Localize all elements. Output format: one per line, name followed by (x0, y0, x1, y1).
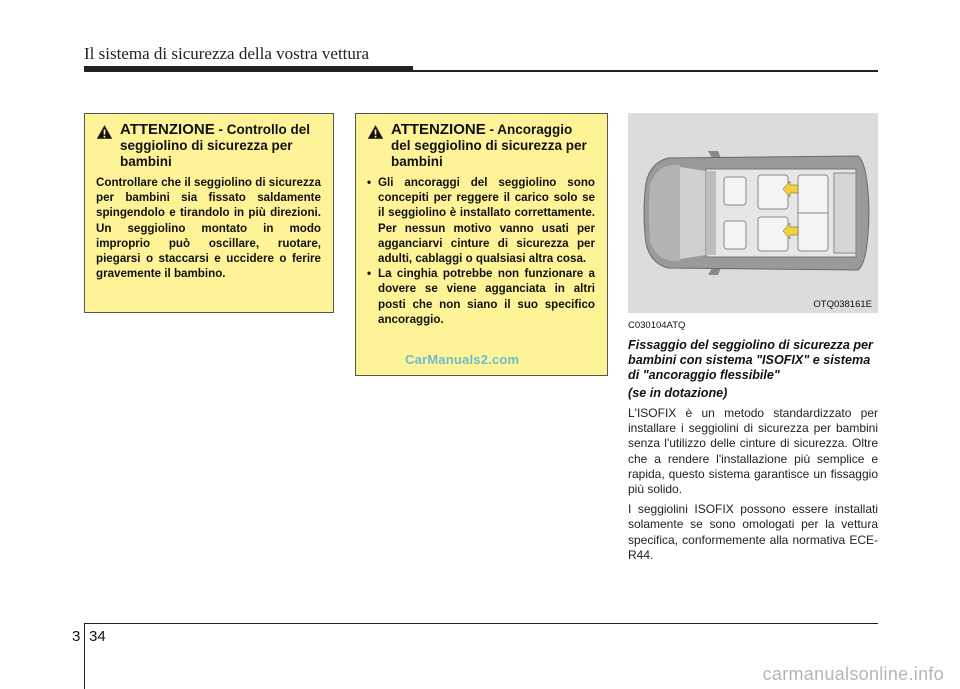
section-paragraph: I seggiolini ISOFIX possono essere installati solamente se sono omologati per la vettura specifica, conformemente alla normativa ECE-R44. (628, 502, 878, 562)
footer-rule (84, 623, 878, 624)
page-number: 34 (89, 628, 106, 645)
header-rule-thin (84, 70, 878, 72)
warning-header (367, 122, 595, 170)
warning-box-child-seat-check (84, 113, 334, 313)
section-ref-code: C030104ATQ (628, 320, 686, 331)
section-title: Fissaggio del seggiolino di sicurezza per bambini con sistema "ISOFIX" e sistema di "ancoraggio flessibile" (628, 338, 873, 382)
warning-triangle-icon (96, 124, 113, 140)
warning-title (391, 122, 595, 170)
warning-list-item: • La cinghia potrebbe non funzionare a dovere se viene agganciata in altri posti che non siano il suo specifico ancoraggio. (367, 266, 595, 327)
site-watermark: carmanualsonline.info (762, 664, 944, 684)
section-paragraph: L'ISOFIX è un metodo standardizzato per installare i seggiolini di sicurezza per bambini senza l'utilizzo delle cinture di sicurezza. Oltre che a rendere l'installazione più semplice e rapida, questo sistema garantisce un fissaggio più solido. (628, 406, 878, 497)
header-title: Il sistema di sicurezza della vostra vettura (84, 44, 370, 63)
car-top-view-illustration (628, 113, 878, 313)
warning-title-text: - Controllo del seggiolino di sicurezza per bambini (120, 122, 310, 169)
warning-label: ATTENZIONE (391, 121, 486, 138)
warning-title-text: - Ancoraggio del seggiolino di sicurezza per bambini (391, 122, 587, 169)
footer-divider (84, 623, 85, 689)
warning-list-item: • Gli ancoraggi del seggiolino sono concepiti per reggere il carico solo se il seggiolino è installato correttamente. Per nessun motivo vanno usati per agganciarvi cinture di sicurezza per adulti, cablaggi o qualsiasi altra cosa. (367, 175, 595, 266)
watermark-text: CarManuals2.com (405, 352, 520, 367)
warning-title (120, 122, 321, 170)
figure-car-top-view (628, 113, 878, 313)
warning-header (96, 122, 321, 170)
section-subtitle: (se in dotazione) (628, 386, 728, 400)
warning-label: ATTENZIONE (120, 121, 215, 138)
section-isofix (628, 320, 878, 563)
warning-text: Controllare che il seggiolino di sicurezza per bambini sia fissato saldamente spingendolo e tirandolo in più direzioni. Un seggiolino montato in modo improprio può oscillare, ruotare, piegarsi o staccarsi e uccidere o ferire gravemente il bambino. (96, 176, 321, 281)
warning-box-child-seat-anchorage (355, 113, 608, 376)
page-chapter: 3 (72, 628, 81, 645)
warning-triangle-icon (367, 124, 384, 140)
warning-list (367, 175, 595, 327)
figure-code: OTQ038161E (813, 299, 872, 310)
